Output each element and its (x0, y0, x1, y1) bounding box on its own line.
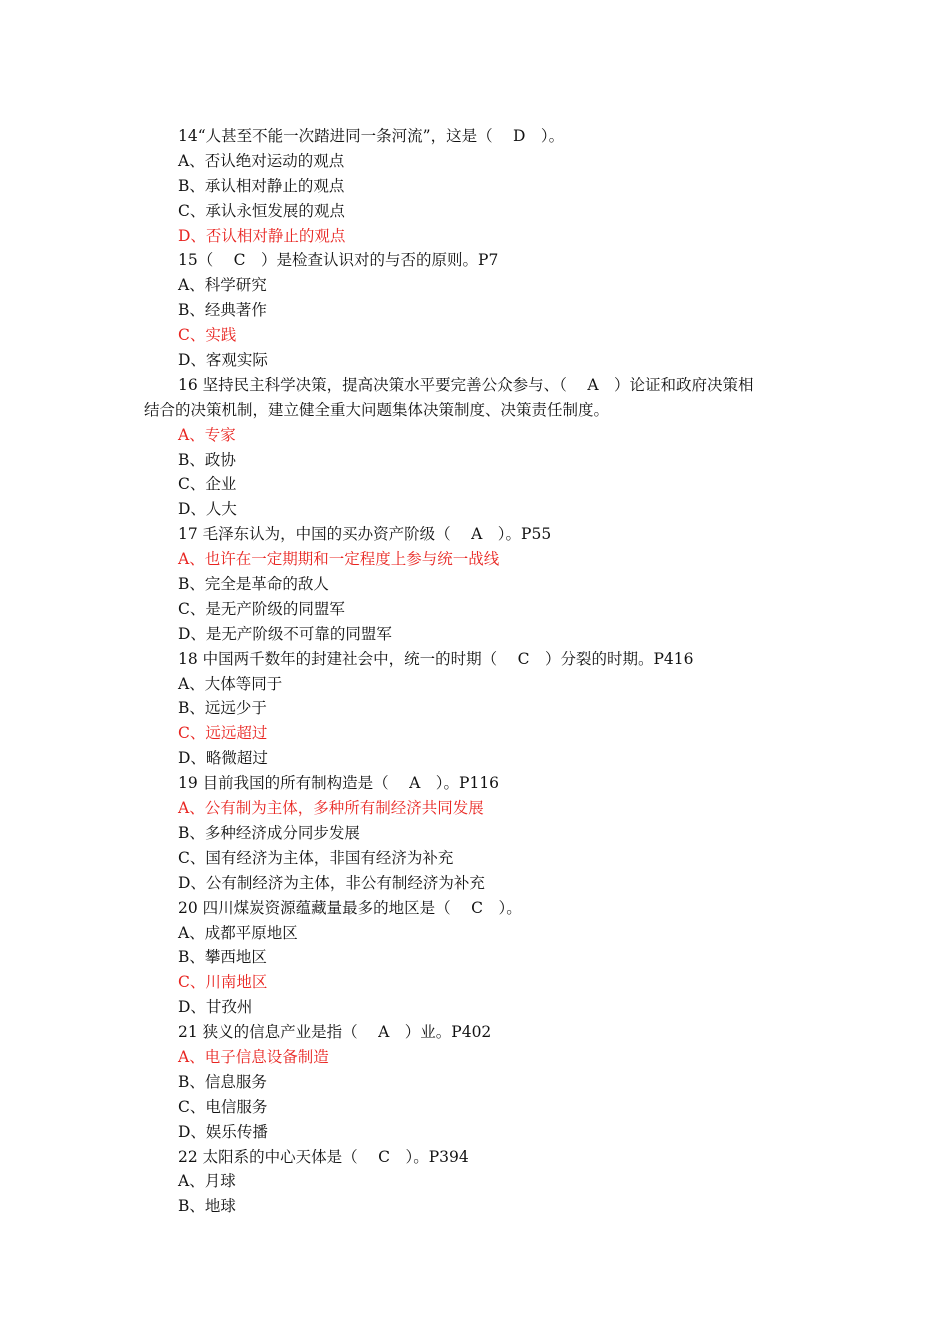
answer-option: B、多种经济成分同步发展 (178, 823, 360, 842)
answer-option: C、国有经济为主体，非国有经济为补充 (178, 848, 454, 867)
answer-option: D、娱乐传播 (178, 1122, 268, 1141)
question-stem: 21 狭义的信息产业是指（ A ）业。P402 (178, 1023, 492, 1042)
answer-option-correct: A、公有制为主体，多种所有制经济共同发展 (178, 799, 484, 818)
answer-option: D、甘孜州 (178, 998, 253, 1017)
answer-option: C、是无产阶级的同盟军 (178, 599, 345, 618)
question-block (144, 1145, 824, 1220)
question-block (144, 248, 824, 372)
answer-option-correct: A、电子信息设备制造 (178, 1047, 329, 1066)
answer-option: A、大体等同于 (178, 674, 283, 693)
question-block (144, 771, 824, 895)
answer-option: B、承认相对静止的观点 (178, 176, 345, 195)
answer-option: A、成都平原地区 (178, 923, 298, 942)
answer-option-correct: A、也许在一定期期和一定程度上参与统一战线 (178, 550, 500, 569)
question-stem: 22 太阳系的中心天体是（ C ）。P394 (178, 1147, 469, 1166)
question-block (144, 896, 824, 1020)
answer-option-correct: A、专家 (178, 425, 236, 444)
question-stem: 19 目前我国的所有制构造是（ A ）。P116 (178, 774, 500, 793)
question-block (144, 373, 824, 522)
answer-option: C、企业 (178, 475, 237, 494)
answer-option: D、客观实际 (178, 351, 268, 370)
question-block (144, 1020, 824, 1144)
answer-option: B、远远少于 (178, 699, 267, 718)
answer-option: B、经典著作 (178, 301, 267, 320)
answer-option: D、是无产阶级不可靠的同盟军 (178, 624, 392, 643)
answer-option: B、完全是革命的敌人 (178, 575, 329, 594)
answer-option: A、月球 (178, 1172, 236, 1191)
question-stem: 18 中国两千数年的封建社会中，统一的时期（ C ）分裂的时期。P416 (178, 649, 694, 668)
answer-option-correct: C、川南地区 (178, 973, 268, 992)
answer-option: C、电信服务 (178, 1097, 268, 1116)
answer-option: B、地球 (178, 1197, 236, 1216)
answer-option: D、公有制经济为主体，非公有制经济为补充 (178, 873, 485, 892)
question-stem-continuation: 结合的决策机制，建立健全重大问题集体决策制度、决策责任制度。 (144, 400, 610, 419)
answer-option: B、攀西地区 (178, 948, 267, 967)
question-list (144, 124, 824, 1219)
question-stem: 16 坚持民主科学决策，提高决策水平要完善公众参与、（ A ）论证和政府决策相 (178, 375, 754, 394)
answer-option: D、人大 (178, 500, 237, 519)
answer-option: A、科学研究 (178, 276, 267, 295)
answer-option: B、信息服务 (178, 1072, 267, 1091)
answer-option: A、否认绝对运动的观点 (178, 151, 345, 170)
answer-option-correct: C、实践 (178, 326, 237, 345)
question-stem: 15（ C ）是检查认识对的与否的原则。P7 (178, 251, 499, 270)
answer-option: C、承认永恒发展的观点 (178, 201, 345, 220)
question-stem: 20 四川煤炭资源蕴藏量最多的地区是（ C ）。 (178, 898, 522, 917)
question-block (144, 522, 824, 646)
question-stem: 14“人甚至不能一次踏进同一条河流”，这是（ D ）。 (178, 127, 565, 145)
answer-option-correct: D、否认相对静止的观点 (178, 226, 346, 245)
question-block (144, 124, 824, 248)
answer-option: B、政协 (178, 450, 236, 469)
question-stem: 17 毛泽东认为，中国的买办资产阶级（ A ）。P55 (178, 525, 552, 544)
question-block (144, 647, 824, 771)
answer-option-correct: C、远远超过 (178, 724, 268, 743)
answer-option: D、略微超过 (178, 749, 268, 768)
